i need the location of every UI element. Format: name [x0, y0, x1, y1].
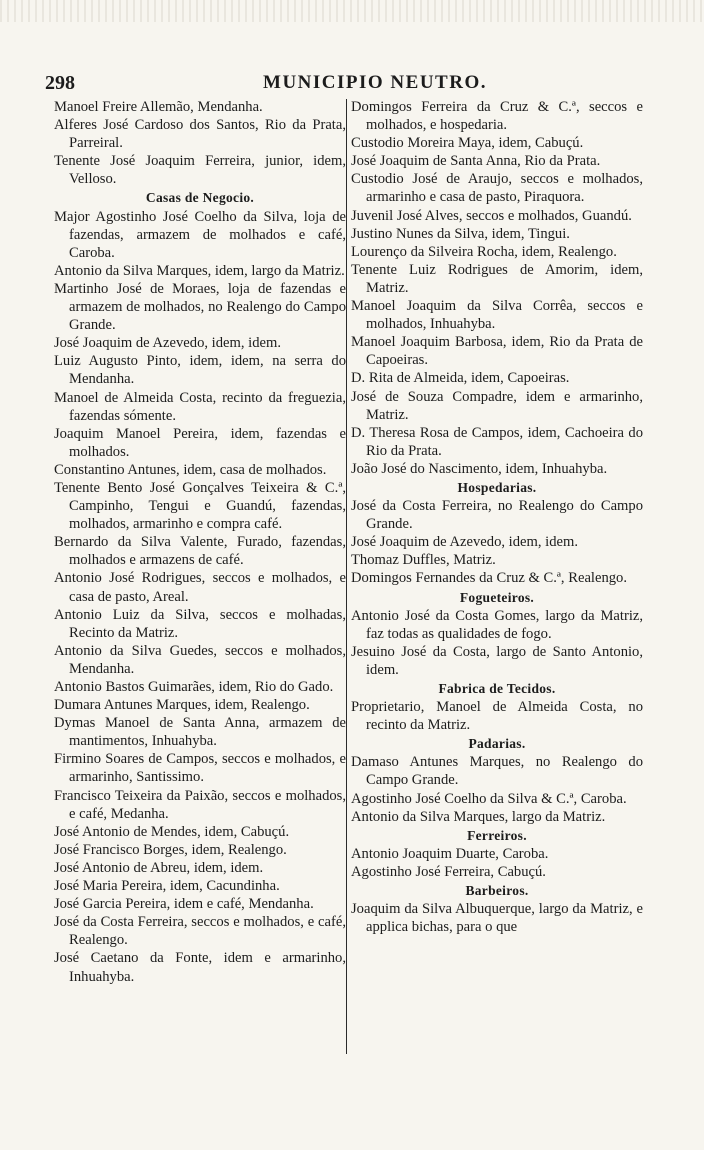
directory-entry: Manoel Freire Allemão, Mendanha.	[54, 99, 263, 115]
column-divider	[346, 99, 347, 1054]
directory-entry: José Garcia Pereira, idem e café, Mendanha.	[54, 896, 314, 913]
directory-entry: José Joaquim de Azevedo, idem, idem.	[351, 534, 578, 551]
directory-entry: Martinho José de Moraes, loja de fazendas e armazem de molhados, no Realengo do Campo Grande.	[54, 280, 346, 334]
directory-entry: Dymas Manoel de Santa Anna, armazem de mantimentos, Inhuahyba.	[54, 715, 346, 750]
directory-entry: José da Costa Ferreira, seccos e molhados, e café, Realengo.	[54, 914, 346, 949]
directory-entry: Francisco Teixeira da Paixão, seccos e molhados, e café, Medanha.	[54, 787, 346, 822]
directory-entry: Proprietario, Manoel de Almeida Costa, no recinto da Matriz.	[351, 699, 643, 734]
directory-entry: José Maria Pereira, idem, Cacundinha.	[54, 878, 280, 895]
directory-entry: José Caetano da Fonte, idem e armarinho, Inhuahyba.	[54, 950, 346, 985]
directory-entry: Domingos Ferreira da Cruz & C.ª, seccos e molhados, e hospedaria.	[351, 99, 643, 134]
page-edge-noise	[0, 0, 704, 22]
directory-entry: Tenente José Joaquim Ferreira, junior, idem, Velloso.	[54, 153, 346, 188]
directory-entry: Lourenço da Silveira Rocha, idem, Realengo.	[351, 243, 617, 260]
left-column	[54, 98, 346, 986]
directory-entry: João José do Nascimento, idem, Inhuahyba.	[351, 460, 608, 477]
directory-entry: Antonio Bastos Guimarães, idem, Rio do Gado.	[54, 679, 334, 695]
directory-entry: Manoel Joaquim Barbosa, idem, Rio da Prata de Capoeiras.	[351, 334, 643, 369]
running-title: MUNICIPIO NEUTRO.	[263, 72, 487, 93]
directory-entry: Antonio da Silva Marques, largo da Matriz.	[351, 808, 606, 825]
directory-entry: Antonio José da Costa Gomes, largo da Matriz, faz todas as qualidades de fogo.	[351, 607, 643, 642]
directory-entry: Manoel Joaquim da Silva Corrêa, seccos e molhados, Inhuahyba.	[351, 298, 643, 333]
page-header	[45, 72, 645, 96]
directory-entry: Domingos Fernandes da Cruz & C.ª, Realengo.	[351, 570, 627, 587]
directory-entry: Custodio Moreira Maya, idem, Cabuçú.	[351, 135, 584, 152]
directory-entry: José de Souza Compadre, idem e armarinho, Matriz.	[351, 388, 643, 423]
directory-entry: Agostinho José Coelho da Silva & C.ª, Caroba.	[351, 790, 627, 807]
directory-entry: Constantino Antunes, idem, casa de molhados.	[54, 461, 327, 478]
section-heading: Fabrica de Tecidos.	[438, 681, 556, 696]
directory-entry: Agostinho José Ferreira, Cabuçú.	[351, 863, 546, 880]
directory-entry: Manoel de Almeida Costa, recinto da freguezia, fazendas sómente.	[54, 389, 346, 424]
page-number: 298	[45, 72, 75, 94]
directory-entry: Dumara Antunes Marques, idem, Realengo.	[54, 697, 310, 714]
section-heading: Padarias.	[468, 736, 526, 752]
right-column	[351, 98, 643, 936]
directory-entry: Joaquim Manoel Pereira, idem, fazendas e molhados.	[54, 425, 346, 460]
directory-entry: José Francisco Borges, idem, Realengo.	[54, 841, 287, 858]
directory-entry: Thomaz Duffles, Matriz.	[351, 552, 496, 569]
directory-entry: Antonio José Rodrigues, seccos e molhados, e casa de pasto, Areal.	[54, 570, 346, 605]
directory-entry: Jesuino José da Costa, largo de Santo Antonio, idem.	[351, 643, 643, 678]
directory-entry: Antonio Luiz da Silva, seccos e molhadas, Recinto da Matriz.	[54, 606, 346, 641]
directory-entry: Firmino Soares de Campos, seccos e molhados, e armarinho, Santissimo.	[54, 751, 346, 786]
directory-entry: Major Agostinho José Coelho da Silva, loja de fazendas, armazem de molhados e café, Caroba.	[54, 208, 346, 261]
directory-entry: Antonio da Silva Marques, idem, largo da Matriz.	[54, 262, 345, 279]
directory-entry: D. Rita de Almeida, idem, Capoeiras.	[351, 370, 570, 387]
directory-entry: D. Theresa Rosa de Campos, idem, Cachoeira do Rio da Prata.	[351, 424, 643, 459]
directory-entry: Joaquim da Silva Albuquerque, largo da Matriz, e applica bichas, para o que	[351, 901, 643, 936]
directory-entry: José Joaquim de Santa Anna, Rio da Prata.	[351, 153, 601, 170]
directory-entry: Juvenil José Alves, seccos e molhados, Guandú.	[351, 207, 632, 224]
directory-entry: Bernardo da Silva Valente, Furado, fazendas, molhados e armazens de café.	[54, 534, 346, 569]
directory-entry: José Antonio de Abreu, idem, idem.	[54, 859, 264, 876]
directory-entry: José Antonio de Mendes, idem, Cabuçú.	[54, 823, 290, 840]
directory-entry: Alferes José Cardoso dos Santos, Rio da Prata, Parreiral.	[54, 117, 346, 152]
directory-entry: Luiz Augusto Pinto, idem, idem, na serra do Mendanha.	[54, 353, 346, 388]
section-heading: Fogueteiros.	[459, 589, 535, 605]
directory-entry: José da Costa Ferreira, no Realengo do Campo Grande.	[351, 498, 643, 533]
directory-entry: Antonio da Silva Guedes, seccos e molhados, Mendanha.	[54, 642, 346, 677]
section-heading: Hospedarias.	[457, 479, 537, 495]
directory-entry: José Joaquim de Azevedo, idem, idem.	[54, 335, 281, 352]
directory-entry: Tenente Bento José Gonçalves Teixeira & C.ª, Campinho, Tengui e Guandú, fazendas, molhados, armarinho e compra café.	[54, 479, 346, 533]
directory-entry: Justino Nunes da Silva, idem, Tingui.	[351, 225, 570, 242]
section-heading: Barbeiros.	[465, 883, 529, 899]
section-heading: Ferreiros.	[467, 827, 527, 843]
directory-entry: Custodio José de Araujo, seccos e molhados, armarinho e casa de pasto, Piraquora.	[351, 171, 643, 206]
directory-entry: Damaso Antunes Marques, no Realengo do Campo Grande.	[351, 754, 643, 789]
section-heading: Casas de Negocio.	[145, 190, 255, 206]
directory-entry: Tenente Luiz Rodrigues de Amorim, idem, Matriz.	[351, 261, 643, 296]
directory-entry: Antonio Joaquim Duarte, Caroba.	[351, 845, 549, 862]
